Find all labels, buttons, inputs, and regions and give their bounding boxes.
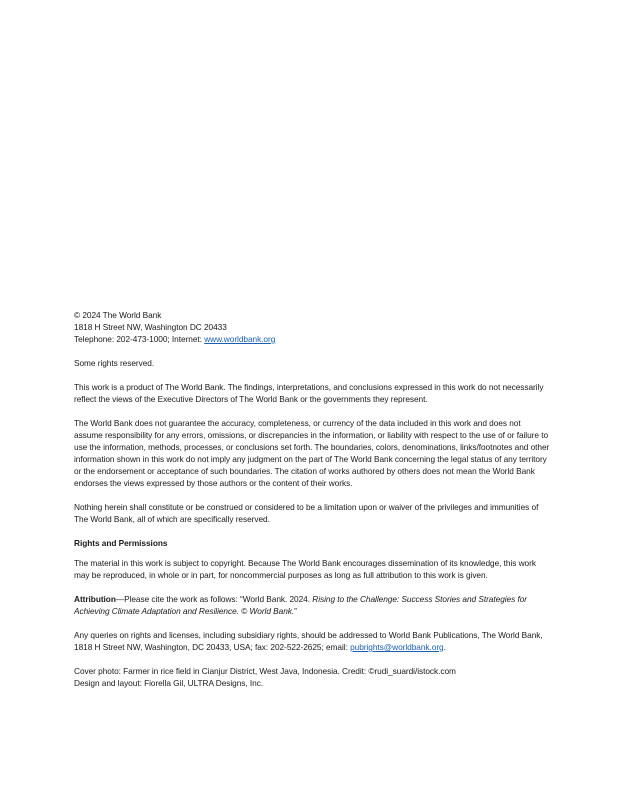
attribution-title: Rising to the Challenge: Success Stories and Strategies for Achieving Climate Adaptation and Resilience. © World Bank.: [74, 594, 527, 616]
design-credit: Design and layout: Fiorella Gil, ULTRA Designs, Inc.: [74, 678, 264, 688]
attribution-label: Attribution: [74, 594, 116, 604]
telephone-line: Telephone: 202-473-1000; Internet:: [74, 334, 205, 344]
email-link[interactable]: pubrights@worldbank.org: [350, 642, 444, 652]
attribution-paragraph: [74, 593, 550, 617]
rights-text: The material in this work is subject to copyright. Because The World Bank encourages dissemination of its knowledge, this work may be reproduced, in whole or in part, for noncommercial purposes as long as full attribution to this work is given.: [74, 558, 536, 580]
disclaimer-accuracy: The World Bank does not guarantee the accuracy, completeness, or currency of the data included in this work and does not assume responsibility for any errors, omissions, or discrepancies in the information, or liability with respect to the use of or failure to use the information, methods, processes, or conclusions set forth. The boundaries, colors, denominations, links/footnotes and other information shown in this work do not imply any judgment on the part of The World Bank concerning the legal status of any territory or the endorsement or acceptance of such boundaries. The citation of works authored by others does not mean the World Bank endorses the views expressed by those authors or the content of their works.: [74, 418, 550, 488]
disclaimer-immunities: Nothing herein shall constitute or be construed or considered to be a limitation upon or waiver of the privileges and immunities of The World Bank, all of which are specifically reserved.: [74, 502, 539, 524]
attribution-text: —Please cite the work as follows: “World Bank. 2024.: [115, 594, 313, 604]
copyright-page: [74, 309, 550, 689]
credits-block: [74, 665, 550, 689]
website-link[interactable]: www.worldbank.org: [204, 334, 276, 344]
disclaimer-views: This work is a product of The World Bank. The findings, interpretations, and conclusions expressed in this work do not necessarily reflect the views of the Executive Directors of The World Bank or the governments they represent.: [74, 382, 544, 404]
queries-text: Any queries on rights and licenses, including subsidiary rights, should be addressed to World Bank Publications, The World Bank, 1818 H Street NW, Washington, DC 20433, USA; fax: 202-522-2625; email:: [74, 630, 543, 652]
copyright-block: [74, 309, 550, 345]
cover-credit: Cover photo: Farmer in rice field in Cianjur District, West Java, Indonesia. Credit: ©rudi_suardi/istock.com: [74, 666, 456, 676]
address-line: 1818 H Street NW, Washington DC 20433: [74, 322, 227, 332]
queries-paragraph: [74, 629, 550, 653]
attribution-close: ”: [294, 606, 297, 616]
queries-end: .: [443, 642, 446, 652]
rights-heading: Rights and Permissions: [74, 538, 168, 548]
copyright-line: © 2024 The World Bank: [74, 310, 162, 320]
rights-reserved: Some rights reserved.: [74, 358, 155, 368]
